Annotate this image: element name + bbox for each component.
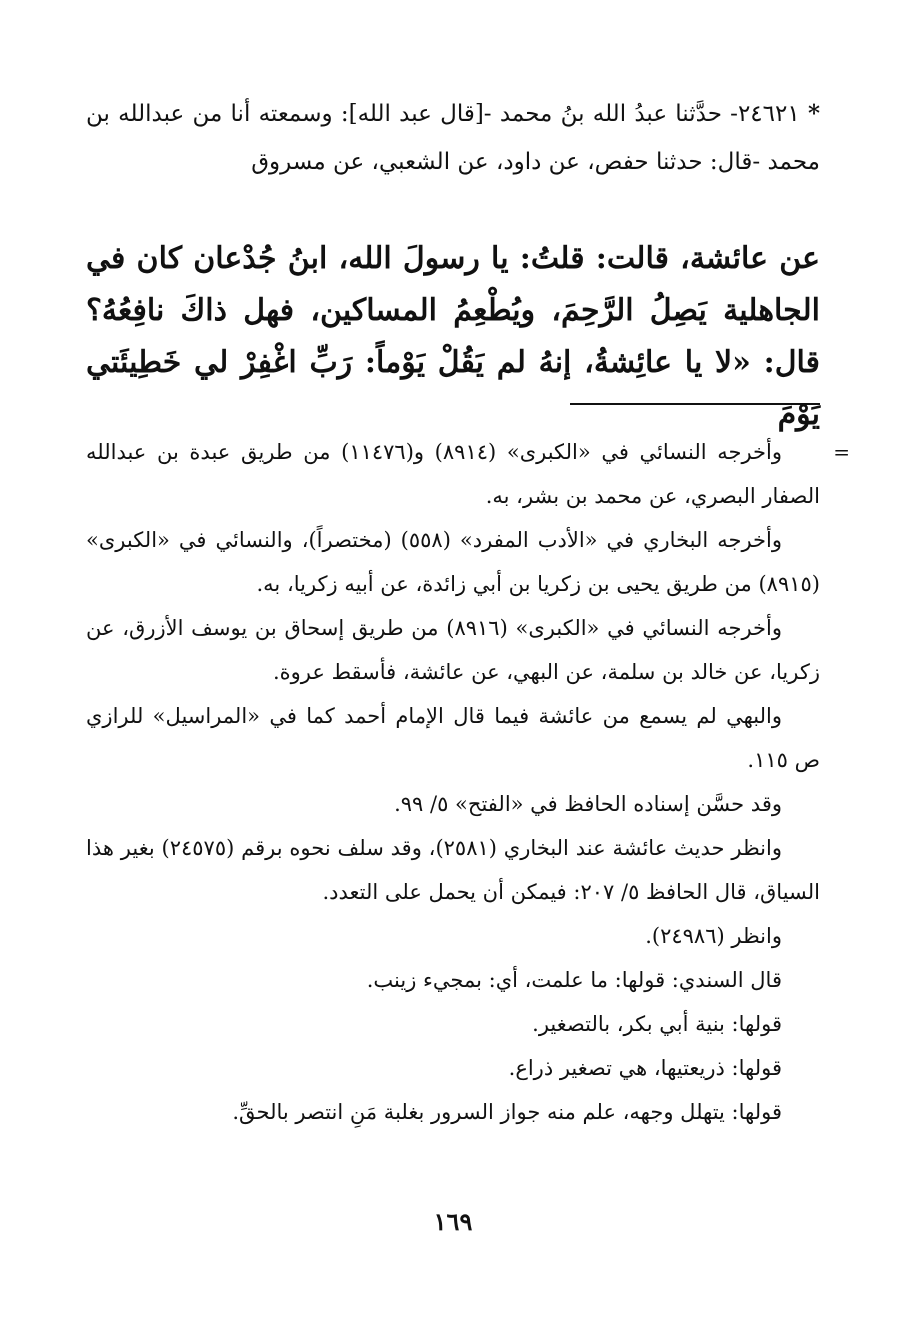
footnote-paragraph: وأخرجه البخاري في «الأدب المفرد» (٥٥٨) (مختصراً)، والنسائي في «الكبرى» (٨٩١٥) من طريق يحيى بن زكريا بن أبي زائدة، عن أبيه زكريا، به. [86, 528, 820, 596]
footnote-paragraph: وقد حسَّن إسناده الحافظ في «الفتح» ٥/ ٩٩. [394, 792, 782, 816]
sindi-comment: قولها: بنية أبي بكر، بالتصغير. [532, 1012, 782, 1036]
footnote-paragraph: والبهي لم يسمع من عائشة فيما قال الإمام أحمد كما في «المراسيل» للرازي ص ١١٥. [86, 704, 820, 772]
hadith-star-marker: * [807, 100, 821, 127]
hadith-chain-text: ٢٤٦٢١- حدَّثنا عبدُ الله بنُ محمد -[قال عبد الله]: وسمعته أنا من عبدالله بن محمد -قال: حدثنا حفص، عن داود، عن الشعبي، عن مسروق [86, 101, 820, 175]
sindi-comment: قولها: ذريعتيها، هي تصغير ذراع. [508, 1056, 782, 1080]
sindi-comment: قولها: يتهلل وجهه، علم منه جواز السرور بغلبة مَنِ انتصر بالحقِّ. [232, 1100, 782, 1124]
footnotes [86, 430, 850, 1134]
footnote-divider [570, 403, 820, 405]
footnote-paragraph: وانظر حديث عائشة عند البخاري (٢٥٨١)، وقد سلف نحوه برقم (٢٤٥٧٥) بغير هذا السياق، قال الحافظ ٥/ ٢٠٧: فيمكن أن يحمل على التعدد. [86, 836, 820, 904]
footnote-paragraph: وانظر (٢٤٩٨٦). [645, 924, 782, 948]
hadith-text: عن عائشة، قالت: قلتُ: يا رسولَ الله، ابنُ جُدْعان كان في الجاهلية يَصِلُ الرَّحِمَ، ويُطْعِمُ المساكين، فهل ذاكَ نافِعُهُ؟ قال: «لا يا عائِشةُ، إنهُ لم يَقُلْ يَوْماً: رَبِّ اغْفِرْ لي خَطِيئَتي يَوْمَ [86, 241, 820, 432]
hadith-header [86, 90, 820, 186]
page-number: ١٦٩ [433, 1207, 473, 1236]
footnote-paragraph: وأخرجه النسائي في «الكبرى» (٨٩١٤) و(١١٤٧٦) من طريق عبدة بن عبدالله الصفار البصري، عن محمد بن بشر، به. [86, 440, 820, 508]
footnote-paragraph: وأخرجه النسائي في «الكبرى» (٨٩١٦) من طريق إسحاق بن يوسف الأزرق، عن زكريا، عن خالد بن سلمة، عن البهي، عن عائشة، فأسقط عروة. [86, 616, 820, 684]
sindi-comment: قال السندي: قولها: ما علمت، أي: بمجيء زينب. [366, 968, 782, 992]
continuation-mark: = [833, 440, 850, 464]
